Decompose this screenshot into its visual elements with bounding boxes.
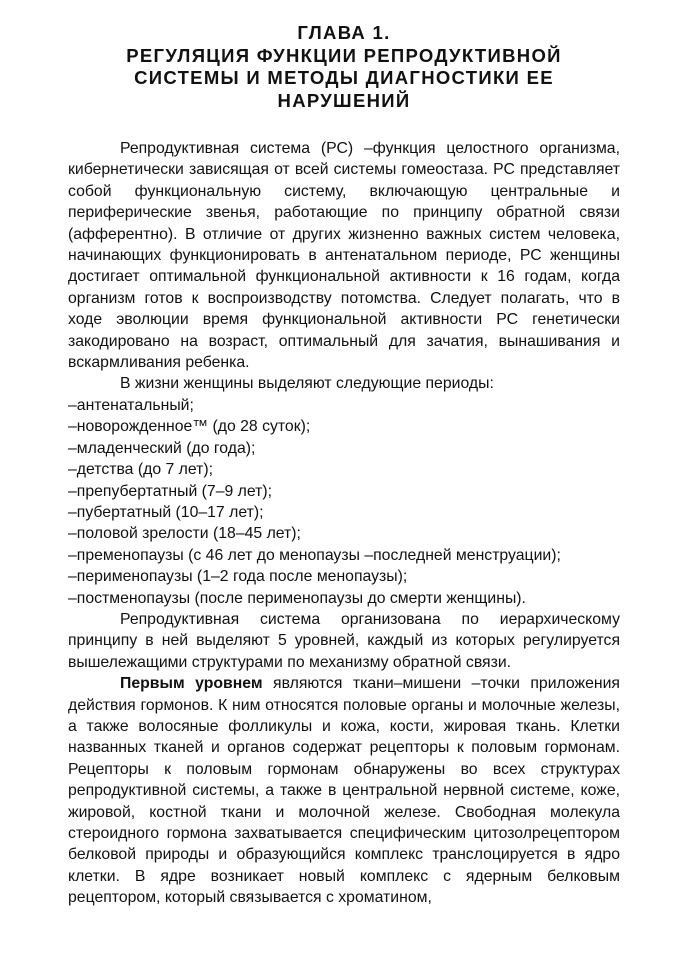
list-item: –детства (до 7 лет);: [68, 461, 214, 479]
first-level-term: Первым уровнем: [120, 675, 263, 693]
paragraph-intro: Репродуктивная система (РС) –функция целостного организма, кибернетически зависящая от всей системы гомеостаза. РС представляет собой функциональную систему, включающую центральные и периферические звенья, работающие по принципу обратной связи (афферентно). В отличие от других жизненно важных систем человека, начинающих функционировать в антенатальном периоде, РС женщины достигает оптимальной функциональной активности к 16 годам, когда организм готов к воспроизводству потомства. Следует полагать, что в ходе эволюции время функциональной активности РС генетически закодировано на возраст, оптимальный для зачатия, вынашивания и вскармливания ребенка.: [68, 140, 620, 372]
paragraph-first-level: [68, 673, 620, 908]
list-item: –пубертатный (10–17 лет);: [68, 503, 264, 521]
chapter-title-line-3: НАРУШЕНИЙ: [277, 89, 411, 111]
list-item: –перименопаузы (1–2 года после менопаузы);: [68, 568, 408, 586]
paragraph-hierarchy: Репродуктивная система организована по иерархическому принципу в ней выделяют 5 уровней, каждый из которых регулируется вышележащими структурами по механизму обратной связи.: [68, 610, 620, 671]
list-item: –пременопаузы (с 46 лет до менопаузы –последней менструации);: [68, 546, 561, 564]
list-item: –постменопаузы (после перименопаузы до смерти женщины).: [68, 589, 526, 607]
chapter-title-line-2: СИСТЕМЫ И МЕТОДЫ ДИАГНОСТИКИ ЕЕ: [134, 67, 554, 88]
chapter-heading: [68, 22, 620, 112]
document-page: [68, 22, 620, 909]
first-level-text: являются ткани–мишени –точки приложения действия гормонов. К ним относятся половые органы и молочные железы, а также волосяные фолликулы и кожа, кости, жировая ткань. Клетки названных тканей и органов содержат рецепторы к половым гормонам. Рецепторы к половым гормонам обнаружены во всех структурах репродуктивной системы, а также в центральной нервной системе, коже, жировой, костной ткани и молочной железе. Свободная молекула стероидного гормона захватывается специфическим цитозолрецептором белковой природы и образующийся комплекс транслоцируется в ядро клетки. В ядре возникает новый комплекс с ядерным белковым рецептором, который связывается с хроматином,: [68, 675, 620, 907]
chapter-title-line-1: РЕГУЛЯЦИЯ ФУНКЦИИ РЕПРОДУКТИВНОЙ: [126, 44, 562, 66]
chapter-number: ГЛАВА 1.: [297, 22, 391, 43]
list-item: –препубертатный (7–9 лет);: [68, 482, 273, 500]
list-item: –младенческий (до года);: [68, 439, 256, 457]
periods-list: [68, 395, 620, 609]
list-item: –новорожденное™ (до 28 суток);: [68, 418, 311, 436]
list-item: –антенатальный;: [68, 396, 194, 414]
periods-intro: В жизни женщины выделяют следующие периоды:: [120, 375, 494, 393]
list-item: –половой зрелости (18–45 лет);: [68, 525, 301, 543]
